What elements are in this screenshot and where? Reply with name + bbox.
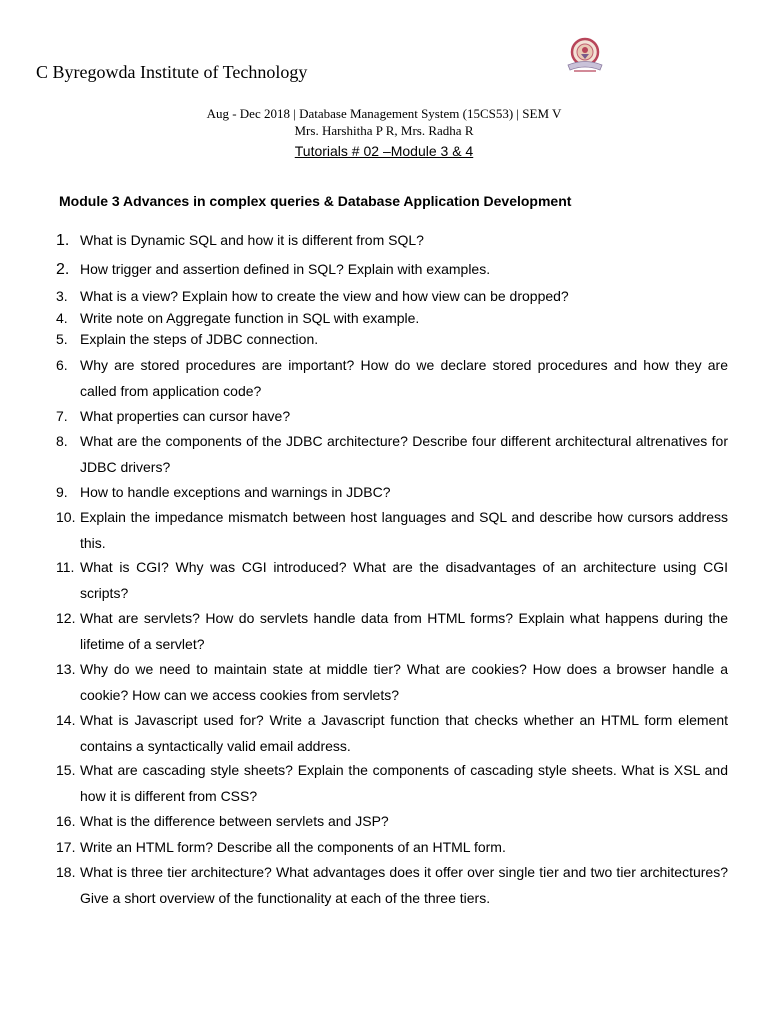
question-number: 8. xyxy=(56,433,68,449)
question-number: 13. xyxy=(56,661,76,677)
question-text: How trigger and assertion defined in SQL? Explain with examples. xyxy=(80,261,491,277)
question-text: What properties can cursor have? xyxy=(80,408,291,424)
course-info-line: Aug - Dec 2018 | Database Management System (15CS53) | SEM V xyxy=(206,106,562,121)
question-item xyxy=(56,505,728,556)
question-item xyxy=(56,429,728,480)
question-item xyxy=(56,606,728,657)
question-text: How to handle exceptions and warnings in JDBC? xyxy=(80,484,391,500)
question-number: 6. xyxy=(56,357,68,373)
question-number: 11. xyxy=(56,559,75,575)
question-number: 2. xyxy=(56,261,70,278)
question-text: What is three tier architecture? What advantages does it offer over single tier and two tier architectures? Give a short overview of the functionality at each of the three tiers. xyxy=(80,864,728,906)
question-item xyxy=(56,353,728,404)
module-heading: Module 3 Advances in complex queries & Database Application Development xyxy=(59,193,572,209)
question-number: 17. xyxy=(56,839,76,855)
question-item xyxy=(56,835,728,861)
question-number: 3. xyxy=(56,288,68,304)
question-number: 16. xyxy=(56,813,76,829)
question-text: Explain the impedance mismatch between host languages and SQL and describe how cursors address this. xyxy=(80,509,728,551)
institute-title: C Byregowda Institute of Technology xyxy=(36,62,308,82)
question-text: What are servlets? How do servlets handle data from HTML forms? Explain what happens during the lifetime of a servlet? xyxy=(80,610,728,652)
question-number: 18. xyxy=(56,864,76,880)
question-number: 9. xyxy=(56,484,68,500)
question-text: What are the components of the JDBC architecture? Describe four different architectural altrenatives for JDBC drivers? xyxy=(80,433,728,475)
question-text: What are cascading style sheets? Explain the components of cascading style sheets. What is XSL and how it is different from CSS? xyxy=(80,762,728,804)
question-text: Why do we need to maintain state at middle tier? What are cookies? How does a browser handle a cookie? How can we access cookies from servlets? xyxy=(80,661,728,703)
question-number: 1. xyxy=(56,232,70,249)
question-number: 7. xyxy=(56,408,68,424)
question-item xyxy=(56,327,728,353)
question-item xyxy=(56,404,728,430)
faculty-line: Mrs. Harshitha P R, Mrs. Radha R xyxy=(294,123,474,138)
question-number: 12. xyxy=(56,610,76,626)
question-text: What is Dynamic SQL and how it is different from SQL? xyxy=(80,232,424,248)
question-item xyxy=(56,657,728,708)
question-item xyxy=(56,555,728,606)
question-text: What is the difference between servlets and JSP? xyxy=(80,813,389,829)
question-item xyxy=(56,708,728,759)
question-item xyxy=(56,758,728,809)
question-number: 10. xyxy=(56,509,76,525)
question-text: What is CGI? Why was CGI introduced? What are the disadvantages of an architecture using CGI scripts? xyxy=(80,559,728,601)
question-item xyxy=(56,228,728,254)
question-item xyxy=(56,257,728,283)
question-text: Explain the steps of JDBC connection. xyxy=(80,331,319,347)
question-text: What is Javascript used for? Write a Javascript function that checks whether an HTML form element contains a syntactically valid email address. xyxy=(80,712,728,754)
question-text: What is a view? Explain how to create the view and how view can be dropped? xyxy=(80,288,569,304)
question-item xyxy=(56,860,728,911)
question-item xyxy=(56,809,728,835)
question-number: 14. xyxy=(56,712,76,728)
tutorial-title: Tutorials # 02 –Module 3 & 4 xyxy=(294,143,474,159)
question-number: 4. xyxy=(56,310,68,326)
question-text: Write note on Aggregate function in SQL with example. xyxy=(80,310,420,326)
question-number: 5. xyxy=(56,331,68,347)
question-text: Write an HTML form? Describe all the components of an HTML form. xyxy=(80,839,506,855)
question-text: Why are stored procedures are important? How do we declare stored procedures and how they are called from application code? xyxy=(80,357,728,399)
question-item xyxy=(56,480,728,506)
question-number: 15. xyxy=(56,762,76,778)
institute-logo-emblem xyxy=(560,32,610,78)
